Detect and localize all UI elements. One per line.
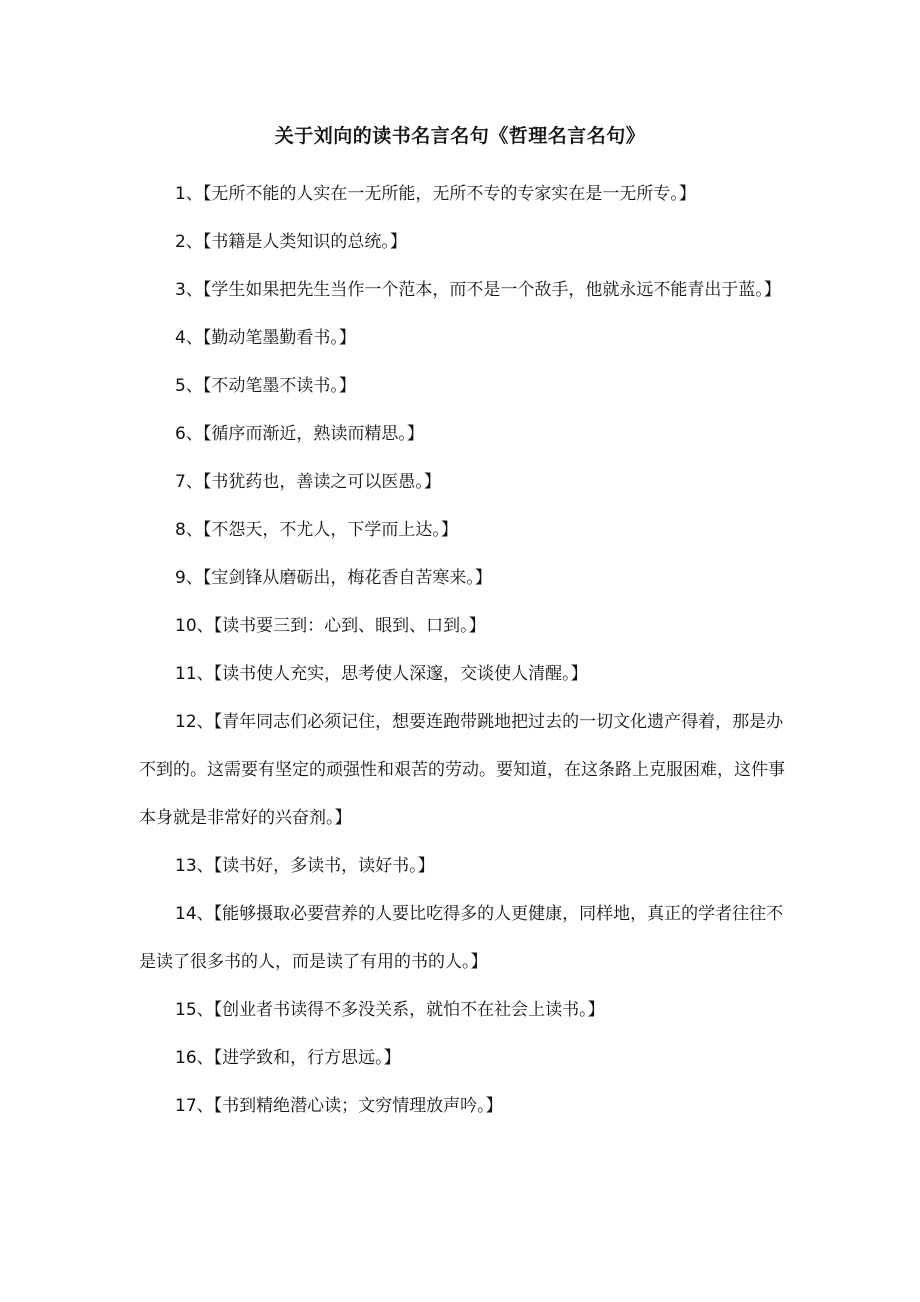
- quote-item-8: 8、【不怨天，不尤人，下学而上达。】: [175, 520, 458, 540]
- quote-item-1: 1、【无所不能的人实在一无所能，无所不专的专家实在是一无所专。】: [175, 184, 696, 204]
- quote-item-14: 14、【能够摄取必要营养的人要比吃得多的人更健康，同样地，真正的学者往往不是读了很多书的人，而是读了有用的书的人。】: [139, 904, 784, 972]
- quote-item-13: 13、【读书好，多读书，读好书。】: [175, 856, 435, 876]
- quote-list: [139, 170, 799, 1130]
- quote-item-16: 16、【进学致和，行方思远。】: [175, 1048, 401, 1068]
- quote-item-6: 6、【循序而渐近，熟读而精思。】: [175, 424, 424, 444]
- quote-item-11: 11、【读书使人充实，思考使人深邃，交谈使人清醒。】: [175, 664, 588, 684]
- quote-item-2: 2、【书籍是人类知识的总统。】: [175, 232, 407, 252]
- quote-item-5: 5、【不动笔墨不读书。】: [175, 376, 356, 396]
- quote-item-3: 3、【学生如果把先生当作一个范本，而不是一个敌手，他就永远不能青出于蓝。】: [175, 280, 781, 300]
- quote-item-10: 10、【读书要三到：心到、眼到、口到。】: [175, 616, 486, 636]
- document-title: 关于刘向的读书名言名句《哲理名言名句》: [274, 125, 646, 147]
- quote-item-17: 17、【书到精绝潜心读；文穷情理放声吟。】: [175, 1096, 503, 1116]
- quote-item-7: 7、【书犹药也，善读之可以医愚。】: [175, 472, 441, 492]
- quote-item-12: 12、【青年同志们必须记住，想要连跑带跳地把过去的一切文化遗产得着，那是办不到的。这需要有坚定的顽强性和艰苦的劳动。要知道，在这条路上克服困难，这件事本身就是非常好的兴奋剂。】: [139, 712, 785, 828]
- quote-item-9: 9、【宝剑锋从磨砺出，梅花香自苦寒来。】: [175, 568, 492, 588]
- quote-item-15: 15、【创业者书读得不多没关系，就怕不在社会上读书。】: [175, 1000, 605, 1020]
- quote-item-4: 4、【勤动笔墨勤看书。】: [175, 328, 356, 348]
